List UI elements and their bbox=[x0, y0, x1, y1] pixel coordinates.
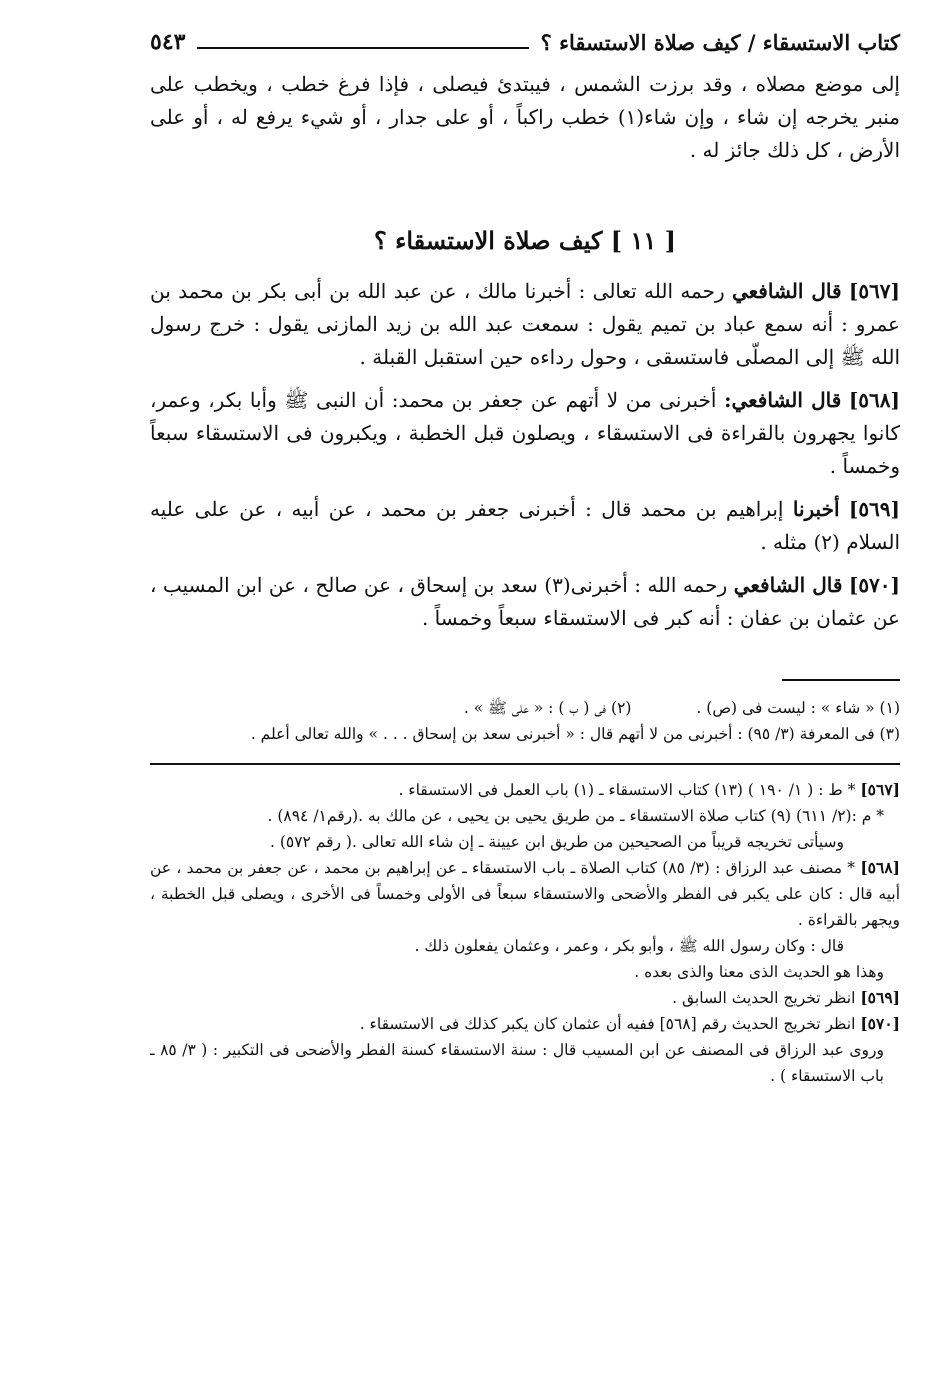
takhrij-number: [٥٦٩] bbox=[860, 988, 900, 1007]
takhrij-number: [٥٦٧] bbox=[860, 780, 900, 799]
section-heading: [ ١١ ] كيف صلاة الاستسقاء ؟ bbox=[373, 226, 676, 255]
footnote-divider bbox=[782, 679, 900, 681]
takhrij-notes bbox=[150, 777, 900, 1089]
footnote-row bbox=[150, 695, 900, 721]
hadith-lead: قال الشافعي bbox=[733, 573, 843, 597]
footnotes bbox=[150, 695, 900, 747]
takhrij-entry bbox=[150, 959, 900, 985]
hadith-text: رحمه الله : أخبرنى(٣) سعد بن إسحاق ، عن صالح ، عن ابن المسيب ، عن عثمان بن عفان : أنه كبر فى الاستسقاء سبعاً وخمساً . bbox=[150, 573, 900, 630]
takhrij-text: انظر تخريج الحديث السابق . bbox=[672, 989, 856, 1007]
takhrij-entry bbox=[150, 829, 900, 855]
hadith-lead: قال الشافعي bbox=[731, 279, 842, 303]
takhrij-text: انظر تخريج الحديث رقم [٥٦٨] ففيه أن عثمان كان يكبر كذلك فى الاستسقاء . bbox=[359, 1015, 856, 1033]
takhrij-divider bbox=[150, 763, 900, 765]
takhrij-text: وهذا هو الحديث الذى معنا والذى بعده . bbox=[634, 963, 884, 981]
hadith-number: [٥٦٧] bbox=[848, 279, 901, 303]
hadith-568 bbox=[150, 384, 900, 483]
hadith-570 bbox=[150, 569, 900, 635]
footnote-2: (٢) فى ( ب ) : « على ﷺ » . bbox=[463, 699, 632, 717]
running-header-title: كتاب الاستسقاء / كيف صلاة الاستسقاء ؟ bbox=[540, 29, 900, 55]
takhrij-entry bbox=[150, 933, 900, 959]
hadith-567 bbox=[150, 275, 900, 374]
takhrij-entry bbox=[150, 777, 900, 803]
running-header-rule bbox=[197, 47, 528, 49]
takhrij-entry bbox=[150, 855, 900, 933]
hadith-lead: قال الشافعي: bbox=[724, 388, 842, 412]
hadith-number: [٥٦٨] bbox=[848, 388, 900, 412]
hadith-text: إبراهيم بن محمد قال : أخبرنى جعفر بن محمد ، عن أبيه ، عن على عليه السلام (٢) مثله . bbox=[150, 497, 900, 554]
intro-paragraph: إلى موضع مصلاه ، وقد برزت الشمس ، فيبتدئ فيصلى ، فإذا فرغ خطب ، ويخطب على منبر يخرجه إن شاء ، وإن شاء(١) خطب راكباً ، أو على جدار ، أو شيء يرفع له ، أو على الأرض ، كل ذلك جائز له . bbox=[150, 72, 900, 162]
running-header bbox=[150, 22, 900, 62]
takhrij-entry bbox=[150, 1011, 900, 1037]
takhrij-entry bbox=[150, 985, 900, 1011]
takhrij-number: [٥٦٨] bbox=[860, 858, 900, 877]
page-number: ٥٤٣ bbox=[150, 29, 186, 55]
hadith-number: [٥٦٩] bbox=[848, 497, 901, 521]
footnote-row bbox=[150, 721, 900, 747]
takhrij-text: * ط : ( ١/ ١٩٠ ) (١٣) كتاب الاستسقاء ـ (١) باب العمل فى الاستسقاء . bbox=[398, 781, 856, 799]
footnote-3: (٣) فى المعرفة (٣/ ٩٥) : أخبرنى من لا أتهم قال : « أخبرنى سعد بن إسحاق . . . » والله تعالى أعلم . bbox=[250, 725, 900, 743]
takhrij-text: قال : وكان رسول الله ﷺ ، وأبو بكر ، وعمر ، وعثمان يفعلون ذلك . bbox=[414, 937, 844, 955]
takhrij-text: * مصنف عبد الرزاق : (٣/ ٨٥) كتاب الصلاة ـ باب الاستسقاء ـ عن إبراهيم بن محمد ، عن جعفر بن محمد ، عن أبيه قال : كان على يكبر فى الفطر والأضحى والاستسقاء سبعاً فى الأولى وخمساً فى الأخرى ، ويصلى قبل الخطبة ، ويجهر بالقراءة . bbox=[150, 859, 900, 929]
footnote-1: (١) « شاء » : ليست فى (ص) . bbox=[696, 699, 900, 717]
hadith-number: [٥٧٠] bbox=[848, 573, 901, 597]
takhrij-entry bbox=[150, 803, 900, 829]
takhrij-text: وسيأتى تخريجه قريباً من الصحيحين من طريق ابن عيينة ـ إن شاء الله تعالى .( رقم ٥٧٢) . bbox=[269, 833, 844, 851]
hadith-text: أخبرنى من لا أتهم عن جعفر بن محمد: أن النبى ﷺ وأبا بكر، وعمر، كانوا يجهرون بالقراءة فى الاستسقاء ، ويصلون قبل الخطبة ، ويكبرون فى الاستسقاء سبعاً وخمساً . bbox=[150, 388, 900, 478]
takhrij-text: * م :(٢/ ٦١١) (٩) كتاب صلاة الاستسقاء ـ من طريق يحيى بن يحيى ، عن مالك به .(رقم١/ ٨٩٤) . bbox=[267, 807, 884, 825]
takhrij-text: وروى عبد الرزاق فى المصنف عن ابن المسيب قال : سنة الاستسقاء كسنة الفطر والأضحى فى التكبير : ( ٣/ ٨٥ ـ باب الاستسقاء ) . bbox=[150, 1041, 885, 1085]
book-page bbox=[150, 22, 900, 1089]
takhrij-entry bbox=[150, 1037, 900, 1089]
hadith-569 bbox=[150, 493, 900, 559]
hadith-text: رحمه الله تعالى : أخبرنا مالك ، عن عبد الله بن أبى بكر بن محمد بن عمرو : أنه سمع عباد بن تميم يقول : سمعت عبد الله بن زيد المازنى يقول : خرج رسول الله ﷺ إلى المصلّى فاستسقى ، وحول رداءه حين استقبل القبلة . bbox=[150, 279, 900, 369]
takhrij-number: [٥٧٠] bbox=[860, 1014, 900, 1033]
hadith-lead: أخبرنا bbox=[792, 497, 840, 521]
